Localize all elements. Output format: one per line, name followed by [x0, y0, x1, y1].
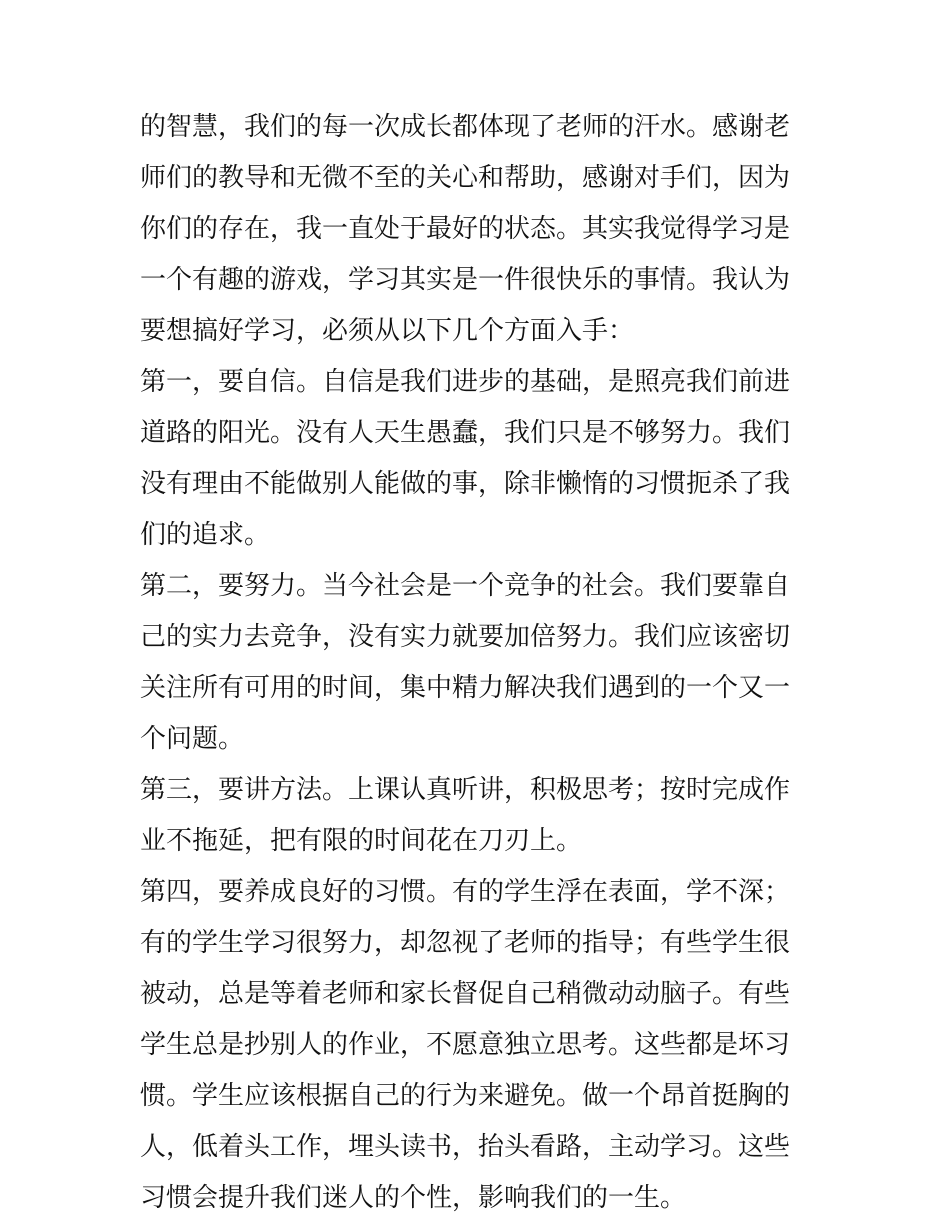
paragraph-intro: 的智慧，我们的每一次成长都体现了老师的汗水。感谢老师们的教导和无微不至的关心和帮助，感谢对手们，因为你们的存在，我一直处于最好的状态。其实我觉得学习是一个有趣的游戏，学习其实是一件很快乐的事情。我认为要想搞好学习，必须从以下几个方面入手：: [140, 112, 791, 346]
paragraph-point-2: 第二，要努力。当今社会是一个竞争的社会。我们要靠自己的实力去竞争，没有实力就要加倍努力。我们应该密切关注所有可用的时间，集中精力解决我们遇到的一个又一个问题。: [140, 571, 791, 754]
paragraph-point-1: 第一，要自信。自信是我们进步的基础，是照亮我们前进道路的阳光。没有人天生愚蠢，我们只是不够努力。我们没有理由不能做别人能做的事，除非懒惰的习惯扼杀了我们的追求。: [140, 367, 791, 550]
paragraph-point-4: 第四，要养成良好的习惯。有的学生浮在表面，学不深；有的学生学习很努力，却忽视了老师的指导；有些学生很被动，总是等着老师和家长督促自己稍微动动脑子。有些学生总是抄别人的作业，不愿意独立思考。这些都是坏习惯。学生应该根据自己的行为来避免。做一个昂首挺胸的人，低着头工作，埋头读书，抬头看路，主动学习。这些习惯会提升我们迷人的个性，影响我们的一生。: [140, 877, 791, 1213]
paragraph-point-3: 第三，要讲方法。上课认真听讲，积极思考；按时完成作业不拖延，把有限的时间花在刀刃上。: [140, 775, 791, 856]
document-body: [140, 102, 812, 1224]
